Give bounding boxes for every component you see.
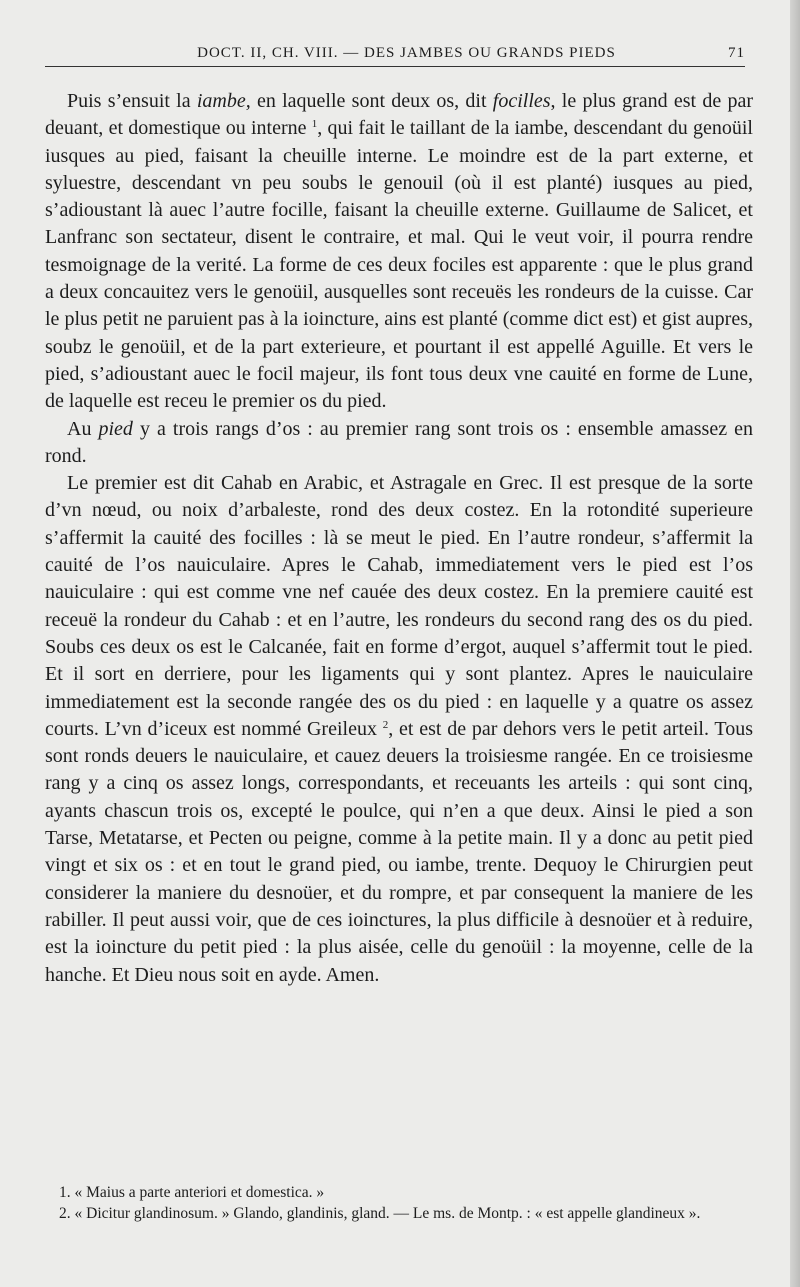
footnote-2: 2. « Dicitur glandinosum. » Glando, glandinis, gland. — Le ms. de Montp. : « est appelle glandineux ». — [59, 1205, 701, 1222]
text-run: , qui fait le taillant de la iambe, descendant du genoüil iusques au pied, faisant la cheuille interne. Le moindre est de la part externe, et syluestre, descendant vn peu soubs le genouil (où il est planté) iusques au pied, s’adioustant là auec l’autre focille, faisant la cheuille externe. Guillaume de Salicet, et Lanfranc son sectateur, disent le contraire, et mal. Qui le veut voir, il pourra rendre tesmoignage de la verité. La forme de ces deux fociles est apparente : que le plus grand a deux concauitez vers le genoüil, ausquelles sont receuës les rondeurs de la cuisse. Car le plus petit ne paruient pas à la ioincture, ains est planté (comme dict est) et gist aupres, soubz le genoüil, et de la part exterieure, et pourtant il est appellé Aguille. Et vers le pied, s’adioustant auec le focil majeur, ils font tous deux vne cauité en forme de Lune, de laquelle est receu le premier os du pied. — [45, 117, 753, 413]
footnotes — [45, 1182, 753, 1224]
text-run: Puis s’ensuit la — [67, 90, 197, 112]
italic-term-focilles: focilles — [492, 90, 551, 112]
text-run: Le premier est dit Cahab en Arabic, et Astragale en Grec. Il est presque de la sorte d’vn nœud, ou noix d’arbaleste, rond des deux costez. En la rotondité superieure s’affermit la cauité des focilles : là se meut le pied. En l’autre rondeur, s’affermit la cauité de l’os nauiculaire. Apres le Cahab, immediatement vers le pied est l’os nauiculaire : qui est comme vne nef cauée des deux costez. En la premiere cauité est receuë la rondeur du Cahab : et en l’autre, les rondeurs du second rang des os du pied. Soubs ces deux os est le Calcanée, fait en forme d’ergot, auquel s’affermit tout le pied. Et il sort en derriere, pour les ligaments qui y sont plantez. Apres le nauiculaire immediatement est la seconde rangée des os du pied : en laquelle y a quatre os assez courts. L’vn d’iceux est nommé Greileux — [45, 472, 753, 740]
text-run: , le plus grand est de par deuant, et domestique ou interne — [45, 90, 753, 140]
text-run: y a trois rangs d’os : au premier rang sont trois os : ensemble amassez en rond. — [45, 417, 753, 467]
italic-term-pied: pied — [98, 417, 133, 440]
page-number: 71 — [728, 45, 745, 61]
running-head-title: DOCT. II, CH. VIII. — DES JAMBES OU GRANDS PIEDS — [197, 45, 616, 61]
italic-term-iambe: iambe, — [196, 90, 251, 112]
paragraph-1 — [45, 88, 753, 416]
text-run: , et est de par dehors vers le petit arteil. Tous sont ronds deuers le nauiculaire, et cauez deuers la troisiesme rangée. En ce troisiesme rang y a cinq os assez longs, correspondants, et receuants les arteils : qui sont cinq, ayants chascun trois os, excepté le poulce, qui n’en a que deux. Ainsi le pied a son Tarse, Metatarse, et Pecten ou peigne, comme à la petite main. Il y a donc au petit pied vingt et six os : et en tout le grand pied, ou iambe, trente. Dequoy le Chirurgien peut considerer la maniere du desnoüer, et du rompre, et par consequent la maniere de les rabiller. Il peut aussi voir, que de ces ioinctures, la plus difficile à desnoüer et à reduire, est la ioincture du petit pied : la plus aisée, celle du genoüil : la moyenne, celle de la hanche. Et Dieu nous soit en ayde. Amen. — [45, 717, 753, 986]
running-head — [45, 32, 745, 67]
footnote-1: 1. « Maius a parte anteriori et domestica. » — [59, 1184, 325, 1201]
paragraph-2 — [45, 416, 753, 471]
text-run: Au — [67, 417, 99, 440]
paragraph-3 — [45, 470, 753, 989]
footnote-ref-2: 2 — [382, 718, 389, 731]
body-text — [45, 88, 753, 989]
page-edge-shadow — [790, 0, 800, 1287]
footnote-ref-1: 1 — [311, 118, 318, 131]
text-run: en laquelle sont deux os, dit — [250, 90, 493, 112]
